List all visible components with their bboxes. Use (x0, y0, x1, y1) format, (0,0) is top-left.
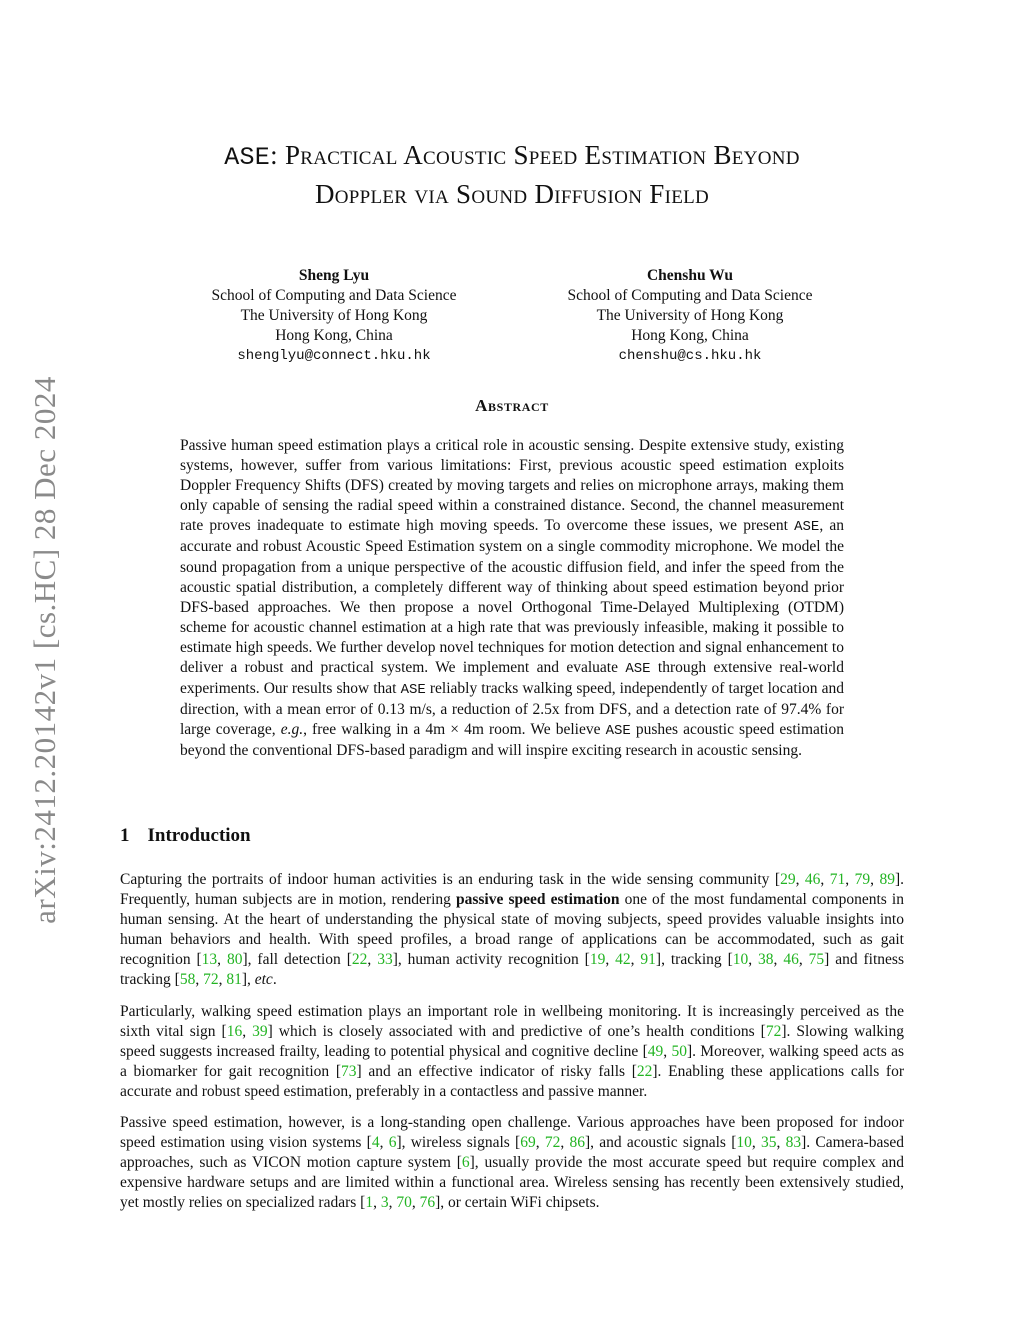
abstract-text: Passive human speed estimation plays a critical role in acoustic sensing. Despite extensive study, existing systems, however, suffer from various limitations: First, previous acoustic speed estimation exploits Doppler Frequency Shifts (DFS) created by moving targets and relies on microphone arrays, making them only capable of sensing the radial speed within a constrained distance. Second, the channel measurement rate proves inadequate to estimate high moving speeds. To overcome these issues, we present ASE, an accurate and robust Acoustic Speed Estimation system on a single commodity microphone. We model the sound propagation from a unique perspective of the acoustic diffusion field, and infer the speed from the acoustic spatial distribution, a completely different way of thinking about speed estimation beyond prior DFS-based approaches. We then propose a novel Orthogonal Time-Delayed Multiplexing (OTDM) scheme for acoustic channel estimation at a high rate that was previously infeasible, making it possible to estimate high speeds. We further develop novel techniques for motion detection and signal enhancement to deliver a robust and practical system. We implement and evaluate ASE through extensive real-world experiments. Our results show that ASE reliably tracks walking speed, independently of target location and direction, with a mean error of 0.13 m/s, a reduction of 2.5x from DFS, and a detection rate of 97.4% for large coverage, e.g., free walking in a 4m × 4m room. We believe ASE pushes acoustic speed estimation beyond the conventional DFS-based paradigm and will inspire exciting research in acoustic sensing. (180, 437, 845, 760)
title-line-1 (120, 137, 904, 176)
citation-link[interactable]: 6 (388, 1134, 397, 1152)
author-university: The University of Hong Kong (240, 307, 428, 324)
citation-link[interactable]: 42 (615, 951, 631, 969)
citation-link[interactable]: 71 (829, 871, 846, 888)
author-block-1 (184, 266, 484, 366)
citation-link[interactable]: 72 (765, 1022, 782, 1040)
arxiv-sidebar (22, 350, 68, 950)
author-university: The University of Hong Kong (596, 307, 784, 324)
citation-link[interactable]: 72 (203, 971, 219, 989)
author-name: Chenshu Wu (646, 267, 734, 284)
citation-link[interactable]: 46 (804, 871, 821, 888)
author-email[interactable]: shenglyu@connect.hku.hk (237, 348, 431, 364)
citation-link[interactable]: 58 (179, 971, 196, 989)
paragraph: Particularly, walking speed estimation plays an important role in wellbeing monitoring. It is increasingly perceived as the sixth vital sign [16, 39] which is closely associated with and predictive of one’s health conditions [72]. Slowing walking speed suggests increased frailty, leading to potential physical and cognitive decline [49, 50]. Moreover, walking speed acts as a biomarker for gait recognition [73] and an effective indicator of risky falls [22]. Enabling these applications calls for accurate and robust speed estimation, preferably in a contactless and passive manner. (120, 1002, 905, 1100)
author-email[interactable]: chenshu@cs.hku.hk (618, 348, 762, 364)
citation-link[interactable]: 72 (544, 1134, 561, 1152)
author-affiliation: School of Computing and Data Science (567, 287, 813, 304)
citation-link[interactable]: 39 (252, 1022, 268, 1040)
section-heading-introduction (120, 825, 251, 847)
system-name: ASE (794, 519, 820, 536)
paragraph: Passive speed estimation, however, is a long-standing open challenge. Various approaches have been proposed for indoor speed estimation using vision systems [4, 6], wireless signals [69, 72, 86], and acoustic signals [10, 35, 83]. Camera-based approaches, such as VICON motion capture system [6], usually provide the most accurate speed but require complex and expensive hardware setups and are limited within a functional area. Wireless sensing has recently been extensively studied, yet mostly relies on specialized radars [1, 3, 70, 76], or certain WiFi chipsets. (120, 1114, 905, 1212)
citation-link[interactable]: 83 (785, 1134, 802, 1152)
citation-link[interactable]: 10 (732, 951, 749, 969)
title-acronym: ASE (224, 143, 271, 172)
citation-link[interactable]: 80 (226, 951, 243, 969)
citation-link[interactable]: 4 (371, 1134, 380, 1152)
citation-link[interactable]: 1 (365, 1194, 374, 1212)
citation-link[interactable]: 69 (520, 1134, 536, 1152)
citation-link[interactable]: 6 (461, 1154, 470, 1172)
title-line-2: Doppler via Sound Diffusion Field (314, 179, 710, 209)
paragraph: Capturing the portraits of indoor human activities is an enduring task in the wide sensing community [29, 46, 71, 79, 89]. Frequently, human subjects are in motion, rendering passive speed estimation one of the most fundamental components in human sensing. At the heart of understanding the physical state of moving subjects, speed provides valuable insights into human behaviors and health. With speed profiles, a broad range of applications can be accommodated, such as gait recognition [13, 80], fall detection [22, 33], human activity recognition [19, 42, 91], tracking [10, 38, 46, 75] and fitness tracking [58, 72, 81], etc. (120, 871, 905, 989)
paper-title (120, 137, 904, 212)
citation-link[interactable]: 38 (758, 951, 774, 969)
citation-link[interactable]: 49 (647, 1042, 664, 1060)
citation-link[interactable]: 3 (380, 1194, 389, 1212)
system-name: ASE (605, 723, 631, 740)
author-name: Sheng Lyu (298, 267, 370, 284)
citation-link[interactable]: 19 (589, 951, 606, 969)
system-name: ASE (625, 661, 651, 678)
citation-link[interactable]: 81 (226, 971, 242, 989)
citation-link[interactable]: 91 (640, 951, 656, 969)
citation-link[interactable]: 13 (201, 951, 218, 969)
citation-link[interactable]: 22 (636, 1062, 653, 1080)
citation-link[interactable]: 29 (780, 871, 796, 888)
citation-link[interactable]: 16 (226, 1022, 243, 1040)
citation-link[interactable]: 70 (396, 1194, 412, 1212)
abstract-heading: Abstract (475, 396, 549, 415)
author-location: Hong Kong, China (275, 327, 393, 344)
arxiv-identifier: arXiv:2412.20142v1 [cs.HC] 28 Dec 2024 (27, 376, 62, 924)
section-number: 1 (120, 825, 130, 846)
citation-link[interactable]: 33 (377, 951, 393, 969)
citation-link[interactable]: 79 (854, 871, 871, 888)
system-name: ASE (400, 682, 426, 699)
author-block-2 (540, 266, 840, 366)
citation-link[interactable]: 89 (879, 871, 895, 888)
citation-link[interactable]: 50 (671, 1042, 687, 1060)
citation-link[interactable]: 22 (351, 951, 368, 969)
author-location: Hong Kong, China (631, 327, 749, 344)
citation-link[interactable]: 76 (419, 1194, 436, 1212)
introduction-body (120, 870, 904, 1225)
citation-link[interactable]: 73 (341, 1062, 357, 1080)
section-title: Introduction (147, 825, 251, 846)
citation-link[interactable]: 10 (736, 1134, 752, 1152)
citation-link[interactable]: 86 (569, 1134, 585, 1152)
title-line-1-rest: : Practical Acoustic Speed Estimation Beyond (270, 140, 800, 170)
author-affiliation: School of Computing and Data Science (211, 287, 457, 304)
citation-link[interactable]: 46 (783, 951, 799, 969)
citation-link[interactable]: 75 (808, 951, 825, 969)
citation-link[interactable]: 35 (760, 1134, 777, 1152)
